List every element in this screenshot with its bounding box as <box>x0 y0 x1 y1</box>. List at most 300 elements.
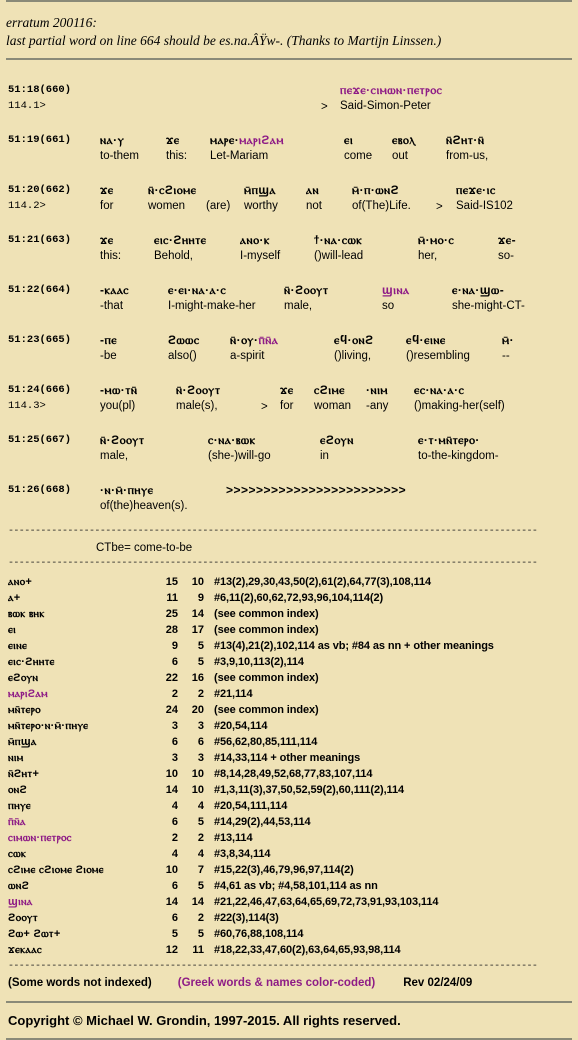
english-gloss: male, <box>100 450 129 462</box>
english-gloss: -that <box>100 300 124 312</box>
footer-color-coded: (Greek words & names color-coded) <box>177 977 376 989</box>
coptic-word: -ⲙⲱ·ⲧⲛ̄ <box>100 383 138 397</box>
greek-word: ⲙⲁⲣⲓϩⲁⲙ <box>239 133 284 147</box>
coptic-word: ϫⲉ <box>166 133 180 147</box>
index-row <box>8 766 494 782</box>
word-column <box>502 332 514 363</box>
coptic-word: -ⲡⲉ <box>100 333 118 347</box>
index-count-sayings: 14 <box>191 608 204 620</box>
english-gloss: to-them <box>100 150 139 162</box>
english-gloss: Behold, <box>154 250 194 262</box>
index-references: #14,29(2),44,53,114 <box>214 816 311 828</box>
word-column <box>240 232 280 263</box>
index-count-total: 9 <box>171 640 178 652</box>
coptic-word <box>230 332 278 348</box>
word-column <box>498 232 516 263</box>
english-gloss: -- <box>502 350 510 362</box>
english-gloss: this: <box>100 250 122 262</box>
index-count-total: 6 <box>171 736 178 748</box>
index-count-sayings: 2 <box>197 688 204 700</box>
line-reference: 51:21(663) <box>8 234 72 246</box>
coptic-word: ⲉⲥ·ⲛⲁ·ⲁ·ⲥ <box>414 383 465 397</box>
coptic-word: ϯ·ⲛⲁ·ⲥⲱⲕ <box>314 233 363 247</box>
coptic-word: ⲉϩⲟⲩⲛ <box>320 433 354 447</box>
coptic-word: ϫⲉ <box>280 383 294 397</box>
english-gloss: -be <box>100 350 117 362</box>
word-column <box>382 282 410 313</box>
index-count-sayings: 20 <box>191 704 204 716</box>
english-gloss: her, <box>418 250 438 262</box>
coptic-word: ⲛ̄·ⲥϩⲓⲟⲙⲉ <box>148 183 197 197</box>
continuation-marker: > <box>261 401 268 413</box>
index-row <box>8 878 494 894</box>
english-gloss: in <box>320 450 329 462</box>
index-row <box>8 926 494 942</box>
english-gloss: I-myself <box>240 250 281 262</box>
index-gap <box>204 654 214 670</box>
word-column <box>334 332 374 363</box>
index-gap <box>204 718 214 734</box>
index-gap <box>204 910 214 926</box>
index-references: #20,54,114 <box>214 720 268 732</box>
word-column <box>230 332 278 363</box>
index-gap <box>204 782 214 798</box>
index-references: (see common index) <box>214 704 319 716</box>
index-gap <box>204 814 214 830</box>
index-references: #22(3),114(3) <box>214 912 279 924</box>
footer-revision: Rev 02/24/09 <box>403 977 473 989</box>
english-gloss: women <box>148 200 186 212</box>
index-gap <box>204 878 214 894</box>
english-gloss: worthy <box>244 200 278 212</box>
coptic-word: ⲥϩⲓⲙⲉ <box>314 383 346 397</box>
index-references: #4,61 as vb; #4,58,101,114 as nn <box>214 880 378 892</box>
index-count-total: 6 <box>171 816 178 828</box>
word-column <box>100 232 121 263</box>
word-column <box>100 182 114 213</box>
english-gloss: for <box>280 400 294 412</box>
interlinear-line <box>8 382 570 432</box>
erratum <box>0 2 578 58</box>
interlinear-line <box>8 432 570 482</box>
english-gloss: male(s), <box>176 400 218 412</box>
english-gloss: of(the)heaven(s). <box>100 500 188 512</box>
footer-notes <box>0 973 578 997</box>
english-gloss: come <box>344 150 373 162</box>
word-column <box>100 382 138 413</box>
index-row <box>8 670 494 686</box>
index-row <box>8 622 494 638</box>
index-gap <box>204 750 214 766</box>
english-gloss: male, <box>284 300 313 312</box>
coptic-word: ·ⲛ·ⲙ̄·ⲡⲏⲩⲉ <box>100 483 154 497</box>
line-reference: 51:20(662) <box>8 184 72 196</box>
coptic-word: ⲁⲛⲟ·ⲕ <box>240 233 270 247</box>
interlinear-line <box>8 132 570 182</box>
index-count-total: 3 <box>171 720 178 732</box>
coptic-word: ⲉ·ⲧ·ⲙⲛ̄ⲧⲉⲣⲟ· <box>418 433 480 447</box>
english-gloss: Said-IS102 <box>456 200 513 212</box>
interlinear-line <box>8 482 570 532</box>
index-count-sayings: 17 <box>191 624 204 636</box>
word-column <box>226 482 406 499</box>
index-references: #3,8,34,114 <box>214 848 271 860</box>
index-word: ϩⲟⲟⲩⲧ <box>8 911 38 924</box>
index-word: ϣⲓⲛⲁ <box>8 895 33 908</box>
coptic-word: ⲉⲓⲥ·ϩⲏⲏⲧⲉ <box>154 233 207 247</box>
coptic-word: ⲛ̄·ϩⲟⲟⲩⲧ <box>284 283 329 297</box>
index-count-sayings: 2 <box>197 832 204 844</box>
word-column <box>452 282 525 313</box>
index-count-total: 5 <box>171 928 178 940</box>
index-gap <box>204 926 214 942</box>
coptic-word: ·ⲛⲓⲙ <box>366 383 389 397</box>
index-row <box>8 590 494 606</box>
index-count-total: 28 <box>165 624 178 636</box>
index-gap <box>204 638 214 654</box>
index-word: ⲙⲛ̄ⲧⲉⲣⲟ·ⲛ·ⲙ̄·ⲡⲏⲩⲉ <box>8 719 89 732</box>
interlinear-lines <box>0 82 578 532</box>
english-gloss: a-spirit <box>230 350 265 362</box>
index-count-total: 10 <box>165 864 178 876</box>
index-row <box>8 574 494 590</box>
coptic-word: ⲉⲓ <box>344 133 354 147</box>
index-count-sayings: 11 <box>192 944 204 956</box>
index-references: #21,22,46,47,63,64,65,69,72,73,91,93,103,114 <box>214 896 439 908</box>
english-gloss: Said-Simon-Peter <box>340 100 431 112</box>
line-reference: 51:24(666) <box>8 384 72 396</box>
index-references: #14,33,114 + other meanings <box>214 752 361 764</box>
index-word: ϩⲱ+ ϩⲱⲧ+ <box>8 927 61 940</box>
index-word: ⲡ̄ⲛ̄ⲁ <box>8 815 26 828</box>
coptic-word: ⲉϥ·ⲟⲛϩ <box>334 333 374 347</box>
index-word: ⲱⲛϩ <box>8 879 30 892</box>
word-column <box>208 432 271 463</box>
erratum-rule <box>6 58 572 60</box>
word-column <box>344 132 372 163</box>
index-word: ⲛⲓⲙ <box>8 751 24 764</box>
interlinear-line <box>8 282 570 332</box>
index-word: ⲙ̄ⲡϣⲁ <box>8 735 37 748</box>
index-count-total: 22 <box>165 672 178 684</box>
coptic-word: ⲛⲁ·ⲩ <box>100 133 125 147</box>
index-references: #13(2),29,30,43,50(2),61(2),64,77(3),108,114 <box>214 576 431 588</box>
word-column <box>352 182 411 213</box>
english-gloss: of(The)Life. <box>352 200 411 212</box>
index-references: #3,9,10,113(2),114 <box>214 656 304 668</box>
index-references: #1,3,11(3),37,50,52,59(2),60,111(2),114 <box>214 784 404 796</box>
coptic-word: ⲉ·ⲛⲁ·ϣⲱ- <box>452 283 505 297</box>
index-word: ⲥⲱⲕ <box>8 847 27 860</box>
coptic-word: ⲙ̄ⲡϣⲁ <box>244 183 277 197</box>
coptic-word: ⲡⲉϫⲉ·ⲥⲓⲙⲱⲛ·ⲡⲉⲧⲣⲟⲥ <box>340 83 443 97</box>
index-row <box>8 750 494 766</box>
index-references: #13(4),21(2),102,114 as vb; #84 as nn + other meanings <box>214 640 494 652</box>
index-count-sayings: 10 <box>191 784 204 796</box>
index-count-total: 4 <box>171 800 178 812</box>
coptic-word: ϫⲉ <box>100 183 114 197</box>
continuation-marker: > <box>321 101 328 113</box>
english-gloss: (she-)will-go <box>208 450 271 462</box>
english-gloss: Let-Mariam <box>210 150 269 162</box>
index-count-sayings: 16 <box>191 672 204 684</box>
index-references: #15,22(3),46,79,96,97,114(2) <box>214 864 354 876</box>
word-column <box>244 182 278 213</box>
word-column <box>100 132 139 163</box>
index-row <box>8 910 494 926</box>
index-count-total: 14 <box>165 784 178 796</box>
coptic-word: >>>>>>>>>>>>>>>>>>>>>>>> <box>226 483 407 497</box>
index-word: ⲁⲛⲟ+ <box>8 575 33 588</box>
word-column <box>100 282 129 313</box>
index-gap <box>204 622 214 638</box>
index-row <box>8 814 494 830</box>
erratum-title: erratum 200116: <box>6 15 97 30</box>
index-word: ⲡⲏⲩⲉ <box>8 799 31 812</box>
index-row <box>8 638 494 654</box>
coptic-prefix: ⲛ̄·ⲟⲩ· <box>230 333 259 347</box>
index-row <box>8 702 494 718</box>
english-gloss: ()resembling <box>406 350 470 362</box>
word-column <box>206 182 230 213</box>
index-references: (see common index) <box>214 672 319 684</box>
index-references: #21,114 <box>214 688 253 700</box>
index-row <box>8 894 494 910</box>
index-count-sayings: 5 <box>197 816 204 828</box>
index-gap <box>204 734 214 750</box>
coptic-word: ϫⲉ- <box>498 233 517 247</box>
english-gloss: ()living, <box>334 350 372 362</box>
index-references: #60,76,88,108,114 <box>214 928 304 940</box>
coptic-word: ⲛ̄ϩⲏⲧ·ⲛ̄ <box>446 133 485 147</box>
coptic-word: ⲛ̄·ϩⲟⲟⲩⲧ <box>100 433 145 447</box>
word-column <box>406 332 470 363</box>
erratum-text: last partial word on line 664 should be es.na.ÂŸw-. (Thanks to Martijn Linssen.) <box>6 33 442 48</box>
english-gloss: ()making-her(self) <box>414 400 505 412</box>
word-column <box>168 282 256 313</box>
index-references: #56,62,80,85,111,114 <box>214 736 318 748</box>
line-reference: 51:26(668) <box>8 484 72 496</box>
english-gloss: out <box>392 150 408 162</box>
index-gap <box>204 702 214 718</box>
index-count-total: 12 <box>165 944 178 956</box>
index-row <box>8 718 494 734</box>
word-column <box>148 182 196 213</box>
index-count-total: 24 <box>165 704 178 716</box>
index-gap <box>204 766 214 782</box>
coptic-word: ⲡⲉϫⲉ·ⲓⲥ <box>456 183 496 197</box>
index-count-total: 3 <box>171 752 178 764</box>
english-gloss: she-might-CT- <box>452 300 525 312</box>
index-count-total: 11 <box>166 592 178 604</box>
word-column <box>446 132 488 163</box>
interlinear-line <box>8 182 570 232</box>
index-word: ⲥⲓⲙⲱⲛ·ⲡⲉⲧⲣⲟⲥ <box>8 831 72 844</box>
word-column <box>166 132 187 163</box>
coptic-word: -ⲕⲁⲁⲥ <box>100 283 129 297</box>
index-count-total: 4 <box>171 848 178 860</box>
index-word: ϫⲉⲕⲁⲁⲥ <box>8 943 42 956</box>
word-column <box>284 282 329 313</box>
english-gloss: so <box>382 300 395 312</box>
index-references: #6,11(2),60,62,72,93,96,104,114(2) <box>214 592 384 604</box>
coptic-prefix: ⲙⲁⲣⲉ· <box>210 133 240 147</box>
index-gap <box>204 670 214 686</box>
index-word: ⲁ+ <box>8 591 21 604</box>
index-count-sayings: 9 <box>197 592 204 604</box>
index-word: ⲃⲱⲕ ⲃⲏⲕ <box>8 607 45 620</box>
word-column <box>366 382 388 413</box>
index-count-sayings: 10 <box>191 576 204 588</box>
index-count-total: 10 <box>165 768 178 780</box>
coptic-word: ϩⲱⲱⲥ <box>168 333 200 347</box>
english-gloss: for <box>100 200 114 212</box>
index-count-sayings: 5 <box>197 656 204 668</box>
footer-not-indexed: (Some words not indexed) <box>8 977 152 989</box>
word-column <box>414 382 505 413</box>
coptic-word: ϣⲓⲛⲁ <box>382 283 410 297</box>
dash-rule-top: -------------------------------------------------------------------------------------------------- <box>8 526 538 537</box>
word-column <box>100 332 117 363</box>
index-word: ⲉⲓ <box>8 623 17 636</box>
english-gloss: -any <box>366 400 389 412</box>
word-column <box>168 332 200 363</box>
line-reference: 51:25(667) <box>8 434 72 446</box>
english-gloss: I-might-make-her <box>168 300 256 312</box>
line-reference: 51:19(661) <box>8 134 72 146</box>
index-row <box>8 686 494 702</box>
english-gloss: also() <box>168 350 197 362</box>
index-gap <box>204 862 214 878</box>
index-row <box>8 830 494 846</box>
english-gloss: not <box>306 200 322 212</box>
index-word: ⲛ̄ϩⲏⲧ+ <box>8 767 40 780</box>
english-gloss: so- <box>498 250 514 262</box>
index-gap <box>204 830 214 846</box>
coptic-word: ⲙ̄·ⲡ·ⲱⲛϩ <box>352 183 400 197</box>
index-count-sayings: 2 <box>197 912 204 924</box>
index-row <box>8 734 494 750</box>
coptic-word: ⲛ̄·ϩⲟⲟⲩⲧ <box>176 383 221 397</box>
index-gap <box>204 574 214 590</box>
index-count-total: 2 <box>171 832 178 844</box>
word-column <box>456 182 513 213</box>
index-word: ⲉⲓⲛⲉ <box>8 639 28 652</box>
saying-reference: 114.1> <box>8 100 46 112</box>
index-gap <box>204 686 214 702</box>
index-count-total: 2 <box>171 688 178 700</box>
word-column <box>154 232 207 263</box>
index-gap <box>204 942 214 958</box>
index-references: #8,14,28,49,52,68,77,83,107,114 <box>214 768 373 780</box>
index-count-sayings: 5 <box>197 640 204 652</box>
word-column <box>340 82 442 113</box>
index-references: #18,22,33,47,60(2),63,64,65,93,98,114 <box>214 944 401 956</box>
word-column <box>392 132 415 163</box>
index-count-sayings: 7 <box>197 864 204 876</box>
index-gap <box>204 590 214 606</box>
index-gap <box>204 894 214 910</box>
index-word: ⲉϩⲟⲩⲛ <box>8 671 39 684</box>
copyright: Copyright © Michael W. Grondin, 1997-2015. All rights reserved. <box>8 1013 401 1028</box>
index-count-sayings: 3 <box>197 720 204 732</box>
saying-reference: 114.3> <box>8 400 46 412</box>
interlinear-line <box>8 232 570 282</box>
index-count-sayings: 10 <box>191 768 204 780</box>
line-reference: 51:18(660) <box>8 84 72 96</box>
index-row <box>8 798 494 814</box>
index-row <box>8 782 494 798</box>
index-count-sayings: 5 <box>197 880 204 892</box>
word-column <box>314 232 363 263</box>
word-column <box>418 432 499 463</box>
english-gloss: to-the-kingdom- <box>418 450 499 462</box>
index-row <box>8 606 494 622</box>
index-count-sayings: 6 <box>197 736 204 748</box>
word-column <box>210 132 284 163</box>
index-count-total: 6 <box>171 912 178 924</box>
word-column <box>100 482 188 513</box>
index-gap <box>204 798 214 814</box>
index-row <box>8 654 494 670</box>
index-references: (see common index) <box>214 608 319 620</box>
word-column <box>320 432 354 463</box>
coptic-word: ⲉϥ·ⲉⲓⲛⲉ <box>406 333 446 347</box>
interlinear-line <box>8 82 570 132</box>
index-word: ⲙⲛ̄ⲧⲉⲣⲟ <box>8 703 41 716</box>
index-references: #13,114 <box>214 832 253 844</box>
english-gloss: from-us, <box>446 150 489 162</box>
coptic-word: ⲙ̄· <box>502 333 515 347</box>
index-count-total: 6 <box>171 880 178 892</box>
line-reference: 51:22(664) <box>8 284 72 296</box>
word-column <box>418 232 454 263</box>
index-word: ⲟⲛϩ <box>8 783 28 796</box>
english-gloss: this: <box>166 150 188 162</box>
index-count-total: 6 <box>171 656 178 668</box>
index-count-sayings: 14 <box>191 896 204 908</box>
dash-rule-bottom: -------------------------------------------------------------------------------------------------- <box>8 961 538 972</box>
english-gloss: ()will-lead <box>314 250 364 262</box>
english-gloss: (are) <box>206 200 231 212</box>
coptic-word: ϫⲉ <box>100 233 114 247</box>
word-column <box>306 182 322 213</box>
line-reference: 51:23(665) <box>8 334 72 346</box>
word-index <box>8 574 494 958</box>
index-gap <box>204 846 214 862</box>
word-column <box>176 382 221 413</box>
index-row <box>8 942 494 958</box>
index-word: ⲥϩⲓⲙⲉ ⲥϩⲓⲟⲙⲉ ϩⲓⲟⲙⲉ <box>8 863 104 876</box>
index-count-sayings: 4 <box>197 848 204 860</box>
interlinear-line <box>8 332 570 382</box>
english-gloss: woman <box>314 400 352 412</box>
index-row <box>8 846 494 862</box>
index-gap <box>204 606 214 622</box>
word-column <box>100 432 145 463</box>
coptic-word: ⲙ̄·ⲙⲟ·ⲥ <box>418 233 455 247</box>
coptic-word: ⲉⲃⲟⲗ <box>392 133 416 147</box>
index-row <box>8 862 494 878</box>
greek-word: ⲡ̄ⲛ̄ⲁ <box>258 333 279 347</box>
continuation-marker: > <box>436 201 443 213</box>
index-count-sayings: 4 <box>197 800 204 812</box>
coptic-word: ⲁⲛ <box>306 183 320 197</box>
english-gloss: you(pl) <box>100 400 136 412</box>
index-count-sayings: 5 <box>197 928 204 940</box>
word-column <box>280 382 294 413</box>
index-count-total: 25 <box>165 608 178 620</box>
